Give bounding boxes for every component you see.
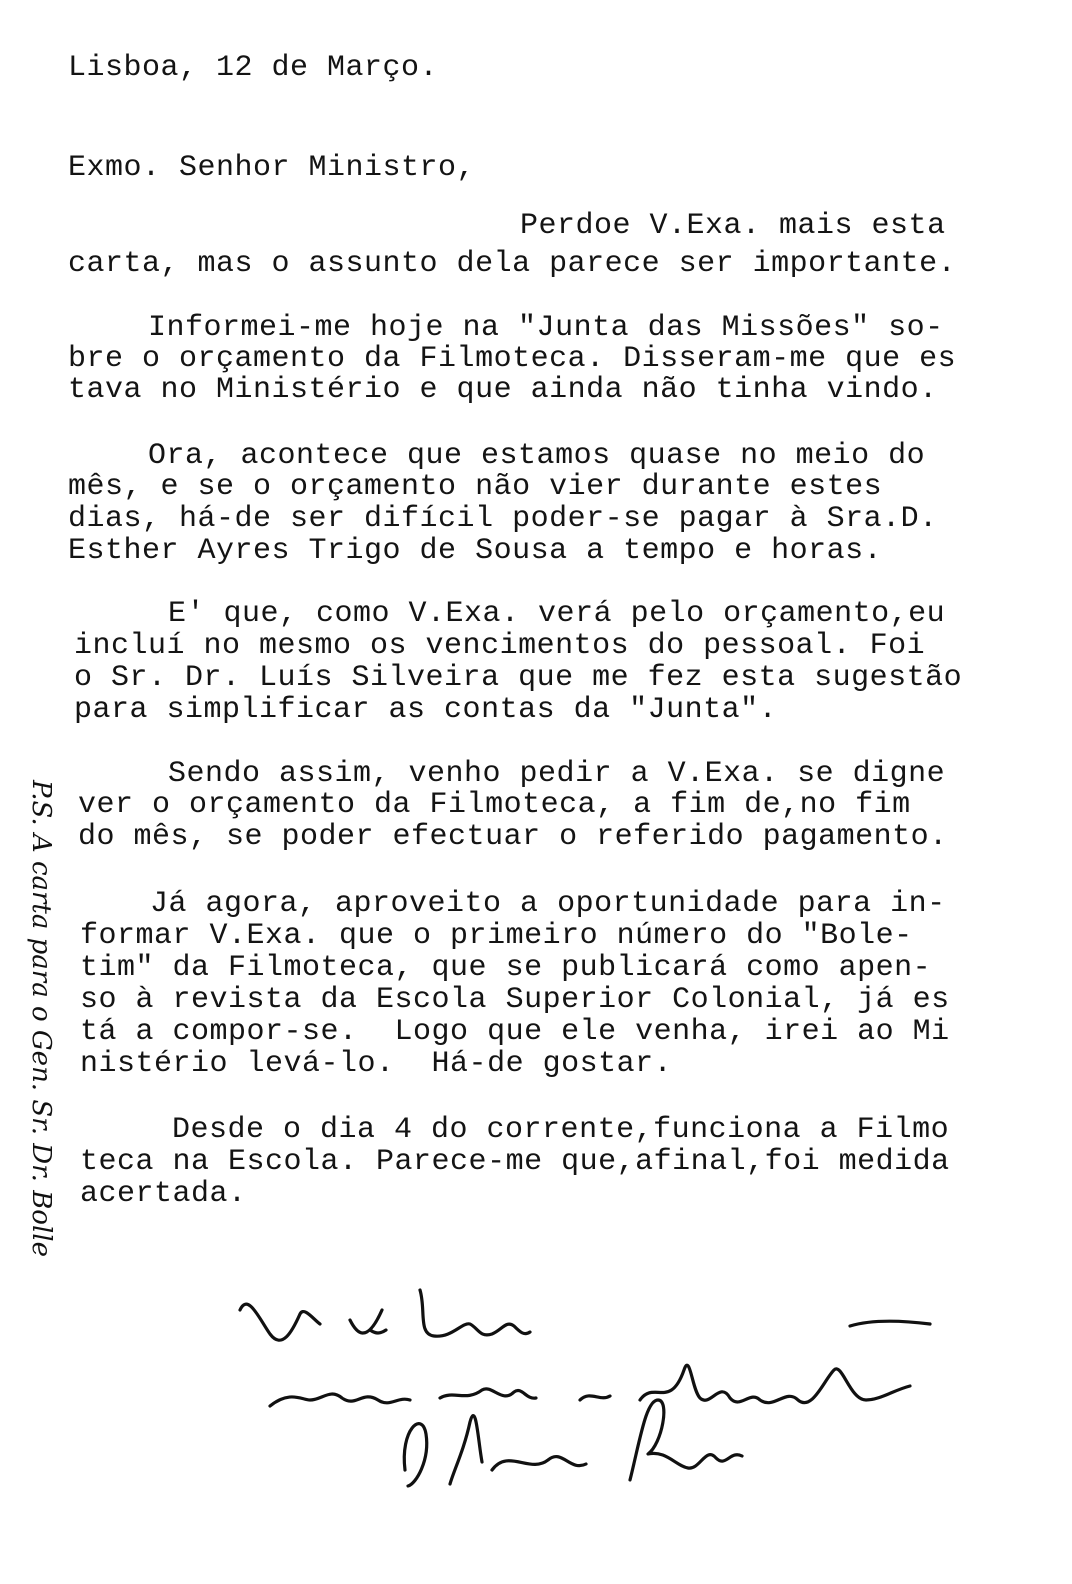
handwritten-closing-signature (230, 1250, 950, 1510)
salutation: Exmo. Senhor Ministro, (68, 151, 476, 185)
closing-line-1 (240, 1280, 245, 1281)
letter-line: mês, e se o orçamento não vier durante estes (68, 470, 883, 504)
letter-line: ver o orçamento da Filmoteca, a fim de,no fim (78, 788, 911, 822)
letter-line: tava no Ministério e que ainda não tinha vindo. (68, 373, 938, 407)
signature (400, 1460, 407, 1461)
letter-line: do mês, se poder efectuar o referido pagamento. (78, 820, 948, 854)
letter-line: carta, mas o assunto dela parece ser importante. (68, 247, 957, 281)
letter-line: incluí no mesmo os vencimentos do pessoal. Foi (74, 629, 926, 663)
letter-line: acertada. (80, 1177, 247, 1211)
place-date: Lisboa, 12 de Março. (68, 51, 439, 85)
letter-line: Já agora, aproveito a oportunidade para in- (150, 887, 946, 921)
letter-line: para simplificar as contas da "Junta". (74, 693, 778, 727)
letter-line: so à revista da Escola Superior Colonial, já es (80, 983, 950, 1017)
letter-line: bre o orçamento da Filmoteca. Disseram-me que es (68, 342, 957, 376)
letter-line: formar V.Exa. que o primeiro número do "Bole- (80, 919, 913, 953)
letter-line: tá a compor-se. Logo que ele venha, irei ao Mi (80, 1015, 950, 1049)
closing-line-2 (270, 1380, 284, 1381)
letter-line: Esther Ayres Trigo de Sousa a tempo e horas. (68, 534, 883, 568)
letter-line: Perdoe V.Exa. mais esta (520, 209, 946, 243)
letter-page: Lisboa, 12 de Março. Exmo. Senhor Ministro, Perdoe V.Exa. mais esta carta, mas o assunto dela parece ser importante. Informei-me hoje na "Junta das Missões" so- bre o orçamento da Filmoteca. Disseram-me que es tava no Ministério e que ainda não tinha vindo. Ora, acontece que estamos quase no meio do mês, e se o orçamento não vier durante estes dias, há-de ser difícil poder-se pagar à Sra.D. Esther Ayres Trigo de Sousa a tempo e horas. E' que, como V.Exa. verá pelo orçamento,eu incluí no mesmo os vencimentos do pessoal. Foi o Sr. Dr. Luís Silveira que me fez esta sugestão para simplificar as contas da "Junta". Sendo assim, venho pedir a V.Exa. se digne ver o orçamento da Filmoteca, a fim de,no fim do mês, se poder efectuar o referido pagamento. Já agora, aproveito a oportunidade para in- formar V.Exa. que o primeiro número do "Bole- tim" da Filmoteca, que se publicará como apen- so à revista da Escola Superior Colonial, já es tá a compor-se. Logo que ele venha, irei ao Mi nistério levá-lo. Há-de gostar. Desde o dia 4 do corrente,funciona a Filmo teca na Escola. Parece-me que,afinal,foi medida acertada. P.S. A carta para o Gen. Sr. Dr. Bolle (0, 0, 1072, 1584)
letter-line: tim" da Filmoteca, que se publicará como apen- (80, 951, 932, 985)
letter-line: o Sr. Dr. Luís Silveira que me fez esta sugestão (74, 661, 963, 695)
letter-line: dias, há-de ser difícil poder-se pagar à Sra.D. (68, 502, 938, 536)
letter-line: teca na Escola. Parece-me que,afinal,foi medida (80, 1145, 950, 1179)
letter-line: Informei-me hoje na "Junta das Missões" so- (148, 311, 944, 345)
letter-line: Desde o dia 4 do corrente,funciona a Filmo (172, 1113, 950, 1147)
letter-line: E' que, como V.Exa. verá pelo orçamento,eu (168, 597, 946, 631)
letter-line: nistério levá-lo. Há-de gostar. (80, 1047, 673, 1081)
letter-line: Ora, acontece que estamos quase no meio do (148, 439, 926, 473)
letter-line: Sendo assim, venho pedir a V.Exa. se digne (168, 757, 946, 791)
